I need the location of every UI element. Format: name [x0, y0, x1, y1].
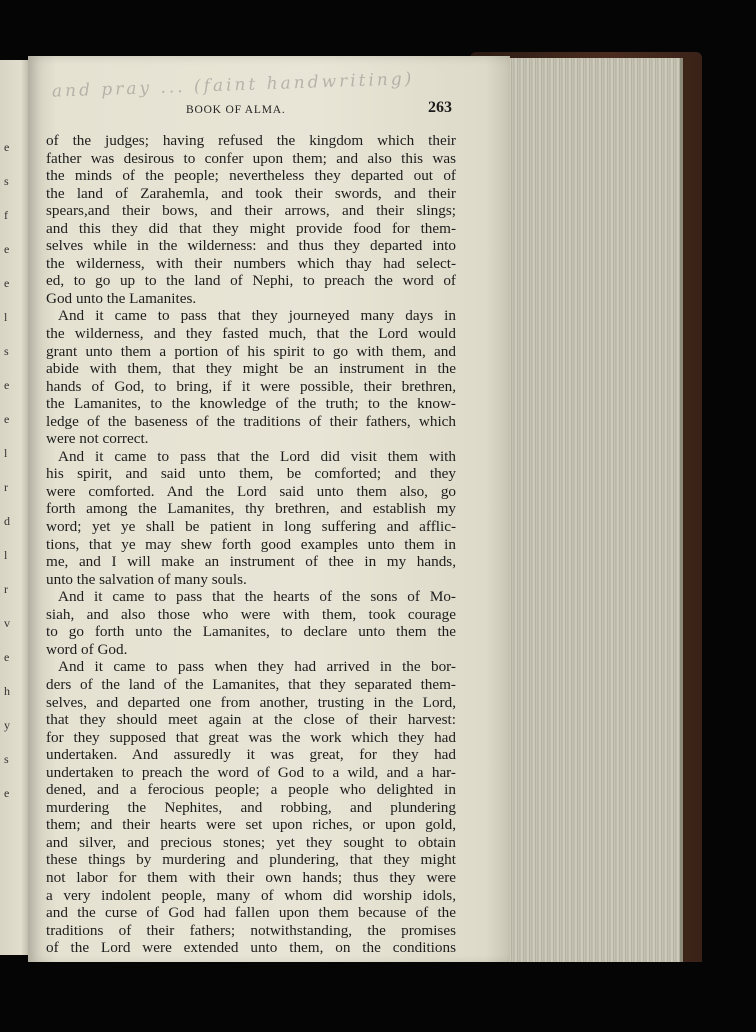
- left-page-letter: l: [4, 446, 8, 460]
- text-line: abide with them, that they might be an instrument in the: [46, 360, 456, 378]
- text-line: to go forth unto the Lamanites, to declare unto them the: [46, 623, 456, 641]
- text-line: were not correct.: [46, 430, 149, 448]
- text-line: God unto the Lamanites.: [46, 289, 197, 307]
- text-line: them; and their hearts were set upon riches, or upon gold,: [46, 816, 456, 834]
- text-line: of the judges; having refused the kingdom which their: [46, 132, 456, 149]
- left-page-letter: e: [4, 140, 10, 154]
- margin-annotation: and pray ... (faint handwriting): [51, 69, 415, 102]
- left-page-letter: s: [4, 752, 9, 766]
- left-page-letter: l: [4, 310, 8, 324]
- text-line: selves, and departed one from another, trusting in the Lord,: [46, 693, 456, 711]
- text-line: the minds of the people; nevertheless they departed out of: [46, 167, 456, 185]
- left-page-letter: e: [4, 786, 10, 800]
- left-page-letter: e: [4, 650, 10, 664]
- left-page-letter: e: [4, 378, 10, 392]
- page-number: 263: [428, 99, 452, 116]
- left-page-letter: d: [4, 514, 10, 528]
- page-edges: [500, 58, 683, 963]
- text-line: the Lamanites, to the knowledge of the truth; to the know-: [46, 395, 456, 413]
- body-text: [46, 132, 456, 957]
- text-line: undertaken to preach the word of God to a wild, and a har-: [46, 763, 456, 781]
- left-page-letter: e: [4, 242, 10, 256]
- text-line: And it came to pass that they journeyed many days in: [58, 307, 456, 325]
- left-page-letter: f: [4, 208, 8, 222]
- left-page-letter: e: [4, 276, 10, 290]
- text-line: spears,and their bows, and their arrows, and their slings;: [46, 202, 456, 220]
- running-head: BOOK OF ALMA.: [186, 104, 286, 116]
- text-line: and the curse of God had fallen upon them because of the: [46, 904, 456, 922]
- text-line: murdering the Nephites, and robbing, and plundering: [46, 798, 456, 816]
- text-line: his spirit, and said unto them, be comforted; and they: [46, 465, 456, 483]
- text-line: tions, that ye may shew forth good examples unto them in: [46, 535, 456, 553]
- left-page-letter: s: [4, 174, 9, 188]
- text-line: word of God.: [46, 640, 128, 658]
- text-line: not labor for them with their own hands; thus they were: [46, 868, 456, 886]
- text-line: hands of God, to bring, if it were possible, their brethren,: [46, 377, 456, 395]
- left-page-letter: r: [4, 480, 8, 494]
- text-line: forth among the Lamanites, thy brethren, and establish my: [46, 500, 456, 518]
- text-line: father was desirous to confer upon them; and also this was: [46, 149, 456, 167]
- left-page-edge: [0, 60, 30, 955]
- text-line: And it came to pass that the Lord did visit them with: [58, 447, 456, 465]
- left-page-letter: s: [4, 344, 9, 358]
- text-line: me, and I will make an instrument of thee in my hands,: [46, 553, 456, 571]
- left-page-letter: y: [4, 718, 10, 732]
- text-line: and this they did that they might provide food for them-: [46, 219, 456, 237]
- text-line: the land of Zarahemla, and took their swords, and their: [46, 184, 456, 202]
- text-line: And it came to pass that the hearts of the sons of Mo-: [58, 588, 456, 606]
- text-line: ed, to go up to the land of Nephi, to preach the word of: [46, 272, 456, 290]
- text-line: selves while in the wilderness: and thus they departed into: [46, 237, 456, 255]
- text-line: And it came to pass when they had arrived in the bor-: [58, 658, 456, 676]
- text-line: a very indolent people, many of whom did worship idols,: [46, 886, 456, 904]
- left-page-letter: r: [4, 582, 8, 596]
- text-line: the wilderness, with their numbers which thay had select-: [46, 254, 456, 272]
- text-line: the wilderness, and they fasted much, that the Lord would: [46, 325, 456, 343]
- text-line: unto the salvation of many souls.: [46, 570, 247, 588]
- text-line: word; yet ye shall be patient in long suffering and afflic-: [46, 518, 456, 536]
- left-page-letter: e: [4, 412, 10, 426]
- text-line: these things by murdering and plundering, that they might: [46, 851, 456, 869]
- text-line: undertaken. And assuredly it was great, for they had: [46, 746, 456, 764]
- left-page-letter: l: [4, 548, 8, 562]
- text-line: ledge of the baseness of the traditions of their fathers, which: [46, 412, 456, 430]
- text-line: ders of the land of the Lamanites, that they separated them-: [46, 675, 456, 693]
- text-line: were comforted. And the Lord said unto them also, go: [46, 482, 456, 500]
- text-line: siah, and also those who were with them, took courage: [46, 605, 456, 623]
- left-page-letter: v: [4, 616, 10, 630]
- text-line: traditions of their fathers; notwithstanding, the promises: [46, 921, 456, 939]
- left-page-letter: h: [4, 684, 10, 698]
- text-line: of the Lord were extended unto them, on the conditions: [46, 939, 456, 957]
- text-line: for they supposed that great was the work which they had: [46, 728, 456, 746]
- text-line: grant unto them a portion of his spirit to go with them, and: [46, 342, 456, 360]
- text-line: and silver, and precious stones; yet they sought to obtain: [46, 833, 456, 851]
- background-shadow: [0, 962, 756, 1032]
- text-line: dened, and a ferocious people; a people who delighted in: [46, 781, 456, 799]
- text-line: that they should meet again at the close of their harvest:: [46, 711, 456, 729]
